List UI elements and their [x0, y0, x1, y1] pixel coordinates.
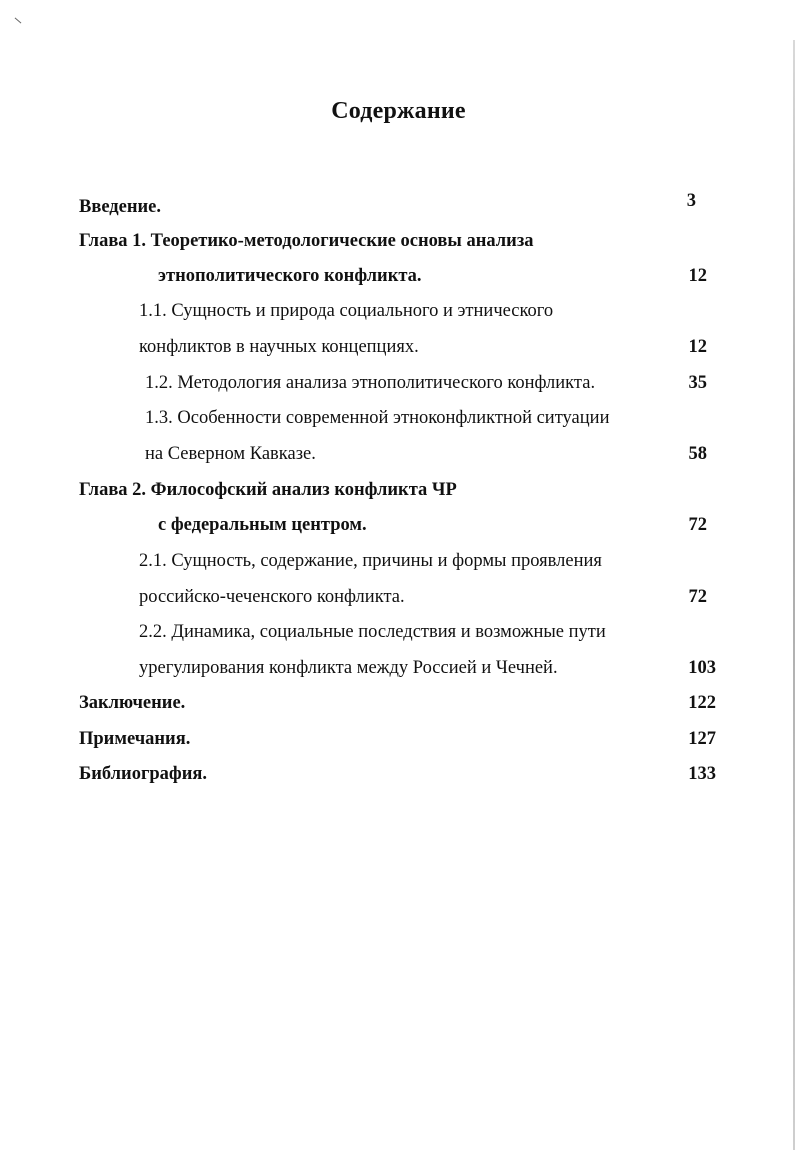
scan-edge [793, 40, 795, 1150]
scan-mark [15, 18, 22, 24]
toc-page-notes: 127 [688, 729, 716, 749]
toc-entry-section-2-2: 2.2. Динамика, социальные последствия и возможные пути [139, 622, 606, 642]
page-title: Содержание [331, 98, 466, 124]
toc-entry-chapter-1: Глава 1. Теоретико-методологические основы анализа [79, 231, 534, 251]
toc-entry-chapter-2-cont: с федеральным центром. [158, 515, 367, 535]
toc-entry-chapter-1-cont: этнополитического конфликта. [158, 266, 422, 286]
toc-page-chapter-1: 12 [688, 266, 707, 286]
toc-page-conclusion: 122 [688, 693, 716, 713]
toc-entry-section-1-3-cont: на Северном Кавказе. [145, 444, 316, 464]
toc-page-bibliography: 133 [688, 764, 716, 784]
toc-entry-conclusion: Заключение. [79, 693, 186, 713]
toc-entry-section-2-1: 2.1. Сущность, содержание, причины и формы проявления [139, 551, 602, 571]
toc-entry-bibliography: Библиография. [79, 764, 208, 784]
toc-entry-chapter-2: Глава 2. Философский анализ конфликта ЧР [79, 480, 457, 500]
toc-page-introduction: 3 [686, 191, 696, 211]
toc-page-section-1-3: 58 [688, 444, 707, 464]
toc-page-section-1-2: 35 [688, 373, 707, 393]
toc-entry-section-1-3: 1.3. Особенности современной этноконфликтной ситуации [145, 408, 610, 428]
toc-entry-section-2-2-cont: урегулирования конфликта между Россией и Чечней. [139, 658, 558, 678]
toc-entry-notes: Примечания. [79, 729, 191, 749]
toc-entry-section-1-1: 1.1. Сущность и природа социального и этнического [139, 301, 554, 321]
toc-page-section-2-1: 72 [688, 587, 707, 607]
toc-page-section-2-2: 103 [688, 658, 716, 678]
toc-entry-section-1-1-cont: конфликтов в научных концепциях. [139, 337, 419, 357]
toc-page-section-1-1: 12 [688, 337, 707, 357]
toc-entry-section-2-1-cont: российско-чеченского конфликта. [139, 587, 405, 607]
toc-page-chapter-2: 72 [688, 515, 707, 535]
toc-entry-section-1-2: 1.2. Методология анализа этнополитического конфликта. [145, 373, 596, 393]
toc-entry-introduction: Введение. [79, 197, 162, 217]
